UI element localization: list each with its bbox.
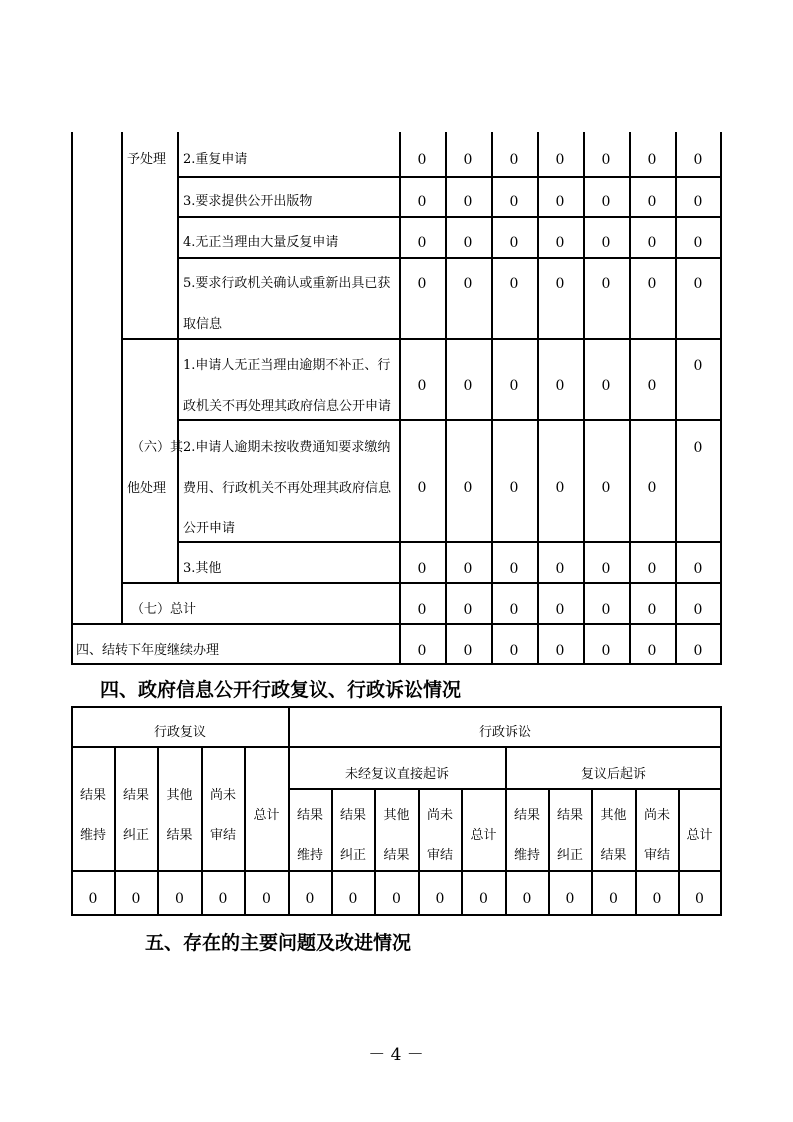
column-header: 结果 xyxy=(122,788,149,803)
table-divider xyxy=(491,132,493,664)
row-label: 2.申请人逾期未按收费通知要求缴纳 xyxy=(183,440,391,455)
cell-value: 0 xyxy=(693,440,703,456)
row-label: 取信息 xyxy=(183,317,223,332)
row-label: 政机关不再处理其政府信息公开申请 xyxy=(183,399,392,414)
column-header: 维持 xyxy=(296,848,323,863)
group-label-other-handling: （六）其 xyxy=(131,440,184,455)
cell-value: 0 xyxy=(693,194,703,210)
table-divider xyxy=(121,338,722,340)
row-label: 费用、行政机关不再处理其政府信息 xyxy=(183,481,392,496)
cell-value: 0 xyxy=(175,891,184,907)
cell-value: 0 xyxy=(392,891,401,907)
cell-value: 0 xyxy=(417,602,427,618)
cell-value: 0 xyxy=(417,643,427,659)
group-label-other-handling: 他处理 xyxy=(127,481,167,496)
cell-value: 0 xyxy=(693,276,703,292)
after-review-header: 复议后起诉 xyxy=(580,767,646,782)
cell-value: 0 xyxy=(555,378,565,394)
cell-value: 0 xyxy=(463,602,473,618)
row-label: 1.申请人无正当理由逾期不补正、行 xyxy=(183,358,391,373)
row-label: 3.要求提供公开出版物 xyxy=(183,194,313,209)
cell-value: 0 xyxy=(693,358,703,374)
cell-value: 0 xyxy=(601,602,611,618)
cell-value: 0 xyxy=(435,891,445,907)
column-header: 结果 xyxy=(556,808,583,823)
cell-value: 0 xyxy=(348,891,358,907)
cell-value: 0 xyxy=(693,561,703,577)
cell-value: 0 xyxy=(463,643,473,659)
cell-value: 0 xyxy=(509,643,519,659)
table-divider xyxy=(177,541,722,543)
column-header: 总计 xyxy=(686,828,713,843)
cell-value: 0 xyxy=(601,643,611,659)
cell-value: 0 xyxy=(693,602,703,618)
cell-value: 0 xyxy=(555,561,565,577)
cell-value: 0 xyxy=(647,643,657,659)
table-divider xyxy=(177,419,722,421)
column-header: 结果 xyxy=(600,848,627,863)
row-label: 2.重复申请 xyxy=(183,152,248,167)
table-divider xyxy=(177,216,722,218)
cell-value: 0 xyxy=(509,194,519,210)
table-divider xyxy=(71,746,722,748)
cell-value: 0 xyxy=(131,891,141,907)
cell-value: 0 xyxy=(509,235,519,251)
cell-value: 0 xyxy=(601,235,611,251)
admin-litigation-header: 行政诉讼 xyxy=(478,725,531,740)
column-header: 尚未 xyxy=(643,808,670,823)
table-divider xyxy=(121,582,722,584)
table-divider xyxy=(445,132,447,664)
table-divider xyxy=(121,132,123,623)
column-header: 审结 xyxy=(426,848,453,863)
cell-value: 0 xyxy=(555,643,565,659)
row-label: 四、结转下年度继续办理 xyxy=(76,643,220,658)
cell-value: 0 xyxy=(417,276,427,292)
cell-value: 0 xyxy=(555,480,565,496)
cell-value: 0 xyxy=(647,602,657,618)
cell-value: 0 xyxy=(417,152,427,168)
admin-review-header: 行政复议 xyxy=(153,725,206,740)
cell-value: 0 xyxy=(509,561,519,577)
cell-value: 0 xyxy=(647,276,657,292)
column-header: 结果 xyxy=(296,808,323,823)
cell-value: 0 xyxy=(555,235,565,251)
cell-value: 0 xyxy=(463,480,473,496)
table-divider xyxy=(71,870,722,872)
cell-value: 0 xyxy=(555,276,565,292)
cell-value: 0 xyxy=(601,152,611,168)
cell-value: 0 xyxy=(601,276,611,292)
column-header: 结果 xyxy=(166,828,193,843)
column-header: 纠正 xyxy=(556,848,583,863)
column-header: 总计 xyxy=(253,808,280,823)
cell-value: 0 xyxy=(463,561,473,577)
table-divider xyxy=(675,132,677,664)
cell-value: 0 xyxy=(522,891,532,907)
table-divider xyxy=(629,132,631,664)
column-header: 结果 xyxy=(513,808,540,823)
table-divider xyxy=(399,132,401,664)
cell-value: 0 xyxy=(601,378,611,394)
table-border-right xyxy=(720,132,722,664)
cell-value: 0 xyxy=(601,561,611,577)
section-heading: 五、存在的主要问题及改进情况 xyxy=(145,932,412,954)
cell-value: 0 xyxy=(509,602,519,618)
cell-value: 0 xyxy=(417,235,427,251)
cell-value: 0 xyxy=(305,891,315,907)
row-label: （七）总计 xyxy=(131,602,197,617)
table-border-top xyxy=(71,706,722,708)
column-header: 纠正 xyxy=(339,848,366,863)
row-label: 3.其他 xyxy=(183,561,222,576)
cell-value: 0 xyxy=(693,152,703,168)
column-header: 结果 xyxy=(339,808,366,823)
table-border-left xyxy=(71,132,73,664)
cell-value: 0 xyxy=(417,561,427,577)
cell-value: 0 xyxy=(565,891,575,907)
cell-value: 0 xyxy=(88,891,98,907)
column-header: 维持 xyxy=(79,828,106,843)
section-heading: 四、政府信息公开行政复议、行政诉讼情况 xyxy=(100,679,462,701)
cell-value: 0 xyxy=(509,378,519,394)
table-divider xyxy=(583,132,585,664)
cell-value: 0 xyxy=(693,235,703,251)
cell-value: 0 xyxy=(555,152,565,168)
cell-value: 0 xyxy=(647,561,657,577)
column-header: 审结 xyxy=(209,828,236,843)
cell-value: 0 xyxy=(463,194,473,210)
column-header: 审结 xyxy=(643,848,670,863)
row-label: 5.要求行政机关确认或重新出具已获 xyxy=(183,276,391,291)
cell-value: 0 xyxy=(647,235,657,251)
cell-value: 0 xyxy=(463,235,473,251)
cell-value: 0 xyxy=(479,891,488,907)
cell-value: 0 xyxy=(417,378,427,394)
table-divider xyxy=(177,257,722,259)
cell-value: 0 xyxy=(693,643,703,659)
cell-value: 0 xyxy=(601,480,611,496)
table-divider xyxy=(177,176,722,178)
cell-value: 0 xyxy=(463,378,473,394)
column-header: 尚未 xyxy=(426,808,453,823)
cell-value: 0 xyxy=(647,480,657,496)
cell-value: 0 xyxy=(652,891,662,907)
group-label-refusal: 予处理 xyxy=(127,152,167,167)
column-header: 结果 xyxy=(79,788,106,803)
column-header: 总计 xyxy=(470,828,497,843)
cell-value: 0 xyxy=(555,602,565,618)
cell-value: 0 xyxy=(509,152,519,168)
table-border-bottom xyxy=(71,663,722,665)
column-header: 尚未 xyxy=(209,788,236,803)
column-header: 结果 xyxy=(383,848,410,863)
table-divider xyxy=(537,132,539,664)
cell-value: 0 xyxy=(262,891,271,907)
cell-value: 0 xyxy=(647,378,657,394)
row-label: 4.无正当理由大量反复申请 xyxy=(183,235,339,250)
table-border-bottom xyxy=(71,914,722,916)
table-divider xyxy=(177,132,179,582)
column-header: 纠正 xyxy=(122,828,149,843)
cell-value: 0 xyxy=(695,891,704,907)
column-header: 其他 xyxy=(600,808,627,823)
cell-value: 0 xyxy=(647,152,657,168)
page-number: － 4 － xyxy=(368,1045,424,1065)
cell-value: 0 xyxy=(555,194,565,210)
cell-value: 0 xyxy=(601,194,611,210)
table-divider xyxy=(71,623,722,625)
column-header: 其他 xyxy=(166,788,193,803)
row-label: 公开申请 xyxy=(183,521,236,536)
cell-value: 0 xyxy=(218,891,228,907)
column-header: 其他 xyxy=(383,808,410,823)
column-header: 维持 xyxy=(513,848,540,863)
cell-value: 0 xyxy=(509,480,519,496)
cell-value: 0 xyxy=(609,891,618,907)
direct-suit-header: 未经复议直接起诉 xyxy=(344,767,449,782)
cell-value: 0 xyxy=(647,194,657,210)
cell-value: 0 xyxy=(463,152,473,168)
cell-value: 0 xyxy=(463,276,473,292)
cell-value: 0 xyxy=(417,480,427,496)
cell-value: 0 xyxy=(417,194,427,210)
cell-value: 0 xyxy=(509,276,519,292)
